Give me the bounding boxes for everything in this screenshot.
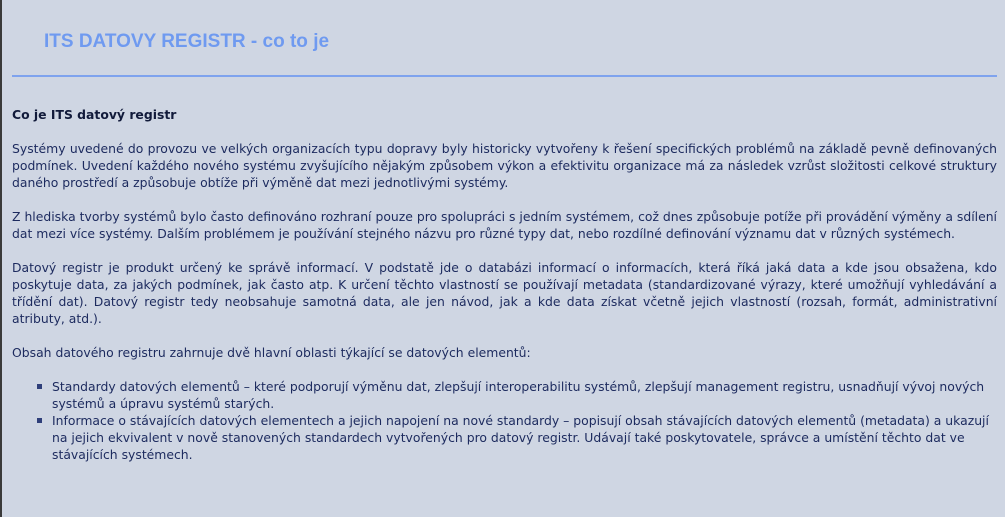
list-item bbox=[52, 378, 997, 412]
elements-list bbox=[12, 378, 997, 463]
paragraph-1: Systémy uvedené do provozu ve velkých organizacích typu dopravy byly historicky vytvořeny k řešení specifických problémů na základě pevně definovaných podmínek. Uvedení každého nového systému zvyšujícího nějakým způsobem výkon a efektivitu organizace má za následek vzrůst složitosti celkové struktury daného prostředí a způsobuje obtíže při výměně dat mezi jednotlivými systémy. bbox=[12, 141, 997, 190]
section-heading: Co je ITS datový registr bbox=[12, 107, 177, 122]
square-bullet-icon bbox=[37, 418, 42, 423]
title-divider bbox=[12, 75, 997, 77]
window-left-border bbox=[0, 0, 2, 517]
list-item-text: Informace o stávajících datových elementech a jejich napojení na nové standardy – popisují obsah stávajících datových elementů (metadata) a ukazují na jejich ekvivalent v nově stanovených standardech vytvořených pro datový registr. Udávají také poskytovatele, správce a umístění těchto dat ve stávajících systémech. bbox=[52, 413, 989, 462]
paragraph-4: Obsah datového registru zahrnuje dvě hlavní oblasti týkající se datových elementů: bbox=[12, 345, 531, 360]
list-item bbox=[52, 412, 997, 463]
article-content bbox=[12, 106, 997, 463]
page-title: ITS DATOVY REGISTR - co to je bbox=[44, 31, 330, 52]
list-item-text: Standardy datových elementů – které podporují výměnu dat, zlepšují interoperabilitu systémů, zlepšují management registru, usnadňují vývoj nových systémů a úpravu systémů starých. bbox=[52, 379, 985, 411]
paragraph-3: Datový registr je produkt určený ke správě informací. V podstatě jde o databázi informací o informacích, která říká jaká data a kde jsou obsažena, kdo poskytuje data, za jakých podmínek, jak často atp. K určení těchto vlastností se používají metadata (standardizované výrazy, které umožňují vyhledávání a třídění dat). Datový registr tedy neobsahuje samotná data, ale jen návod, jak a kde data získat včetně jejich vlastností (rozsah, formát, administrativní atributy, atd.). bbox=[12, 260, 997, 326]
square-bullet-icon bbox=[37, 384, 42, 389]
paragraph-2: Z hlediska tvorby systémů bylo často definováno rozhraní pouze pro spolupráci s jedním systémem, což dnes způsobuje potíže při provádění výměny a sdílení dat mezi více systémy. Dalším problémem je používání stejného názvu pro různé typy dat, nebo rozdílné definování významu dat v různých systémech. bbox=[12, 209, 997, 241]
